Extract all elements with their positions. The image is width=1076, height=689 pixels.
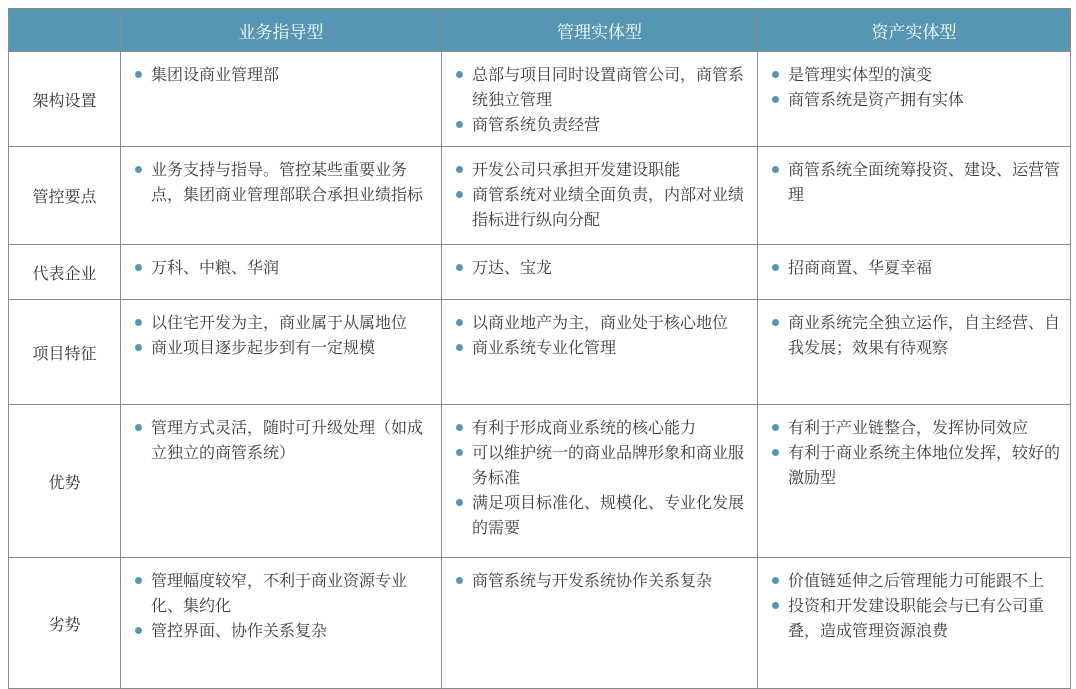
column-header-management-entity: 管理实体型 <box>442 9 758 52</box>
bullet-text: 万科、中粮、华润 <box>151 258 280 277</box>
bullet-text: 以住宅开发为主，商业属于从属地位 <box>151 313 408 332</box>
bullet-item <box>454 255 747 280</box>
bullet-list <box>454 255 747 280</box>
bullet-item <box>454 568 747 593</box>
bullet-item <box>133 157 431 207</box>
bullet-text: 商管系统是资产拥有实体 <box>788 90 965 109</box>
bullet-list <box>454 62 747 137</box>
bullet-text: 管理方式灵活，随时可升级处理（如成立独立的商管系统） <box>151 418 424 462</box>
bullet-list <box>770 255 1060 280</box>
table-cell <box>121 245 442 300</box>
bullet-text: 开发公司只承担开发建设职能 <box>472 160 681 179</box>
table-row <box>9 405 1071 558</box>
bullet-item <box>133 335 431 360</box>
bullet-text: 投资和开发建设职能会与已有公司重叠，造成管理资源浪费 <box>788 596 1045 640</box>
bullet-dot-icon <box>456 449 463 456</box>
bullet-list <box>770 568 1060 643</box>
bullet-dot-icon <box>456 577 463 584</box>
table-body <box>9 52 1071 689</box>
bullet-item <box>770 310 1060 360</box>
bullet-list <box>454 415 747 540</box>
bullet-dot-icon <box>135 627 142 634</box>
bullet-dot-icon <box>135 319 142 326</box>
row-header: 优势 <box>9 405 121 558</box>
bullet-dot-icon <box>456 344 463 351</box>
bullet-text: 总部与项目同时设置商管公司，商管系统独立管理 <box>472 65 745 109</box>
table-row <box>9 245 1071 300</box>
bullet-item <box>454 335 747 360</box>
bullet-text: 是管理实体型的演变 <box>788 65 933 84</box>
bullet-list <box>133 255 431 280</box>
bullet-dot-icon <box>456 71 463 78</box>
bullet-item <box>454 490 747 540</box>
table-cell <box>121 147 442 245</box>
bullet-text: 商业项目逐步起步到有一定规模 <box>151 338 376 357</box>
bullet-text: 商管系统与开发系统协作关系复杂 <box>472 571 713 590</box>
bullet-text: 以商业地产为主，商业处于核心地位 <box>472 313 729 332</box>
column-header-business-guidance: 业务指导型 <box>121 9 442 52</box>
bullet-item <box>454 62 747 112</box>
table-cell <box>442 52 758 147</box>
bullet-dot-icon <box>772 71 779 78</box>
bullet-item <box>454 440 747 490</box>
table-cell <box>121 405 442 558</box>
bullet-item <box>770 593 1060 643</box>
table-cell <box>121 558 442 689</box>
bullet-dot-icon <box>772 602 779 609</box>
bullet-dot-icon <box>772 577 779 584</box>
bullet-item <box>133 62 431 87</box>
row-header: 架构设置 <box>9 52 121 147</box>
bullet-item <box>454 415 747 440</box>
table-row <box>9 147 1071 245</box>
bullet-item <box>133 255 431 280</box>
bullet-list <box>133 310 431 360</box>
bullet-dot-icon <box>135 344 142 351</box>
bullet-text: 有利于产业链整合，发挥协同效应 <box>788 418 1029 437</box>
bullet-dot-icon <box>456 319 463 326</box>
bullet-item <box>454 182 747 232</box>
bullet-dot-icon <box>772 319 779 326</box>
bullet-text: 商业系统专业化管理 <box>472 338 617 357</box>
bullet-list <box>133 568 431 643</box>
table-cell <box>758 300 1071 405</box>
bullet-item <box>454 310 747 335</box>
bullet-text: 万达、宝龙 <box>472 258 553 277</box>
row-header: 管控要点 <box>9 147 121 245</box>
table-row <box>9 300 1071 405</box>
bullet-dot-icon <box>772 449 779 456</box>
bullet-list <box>770 415 1060 490</box>
table-cell <box>758 52 1071 147</box>
bullet-dot-icon <box>456 121 463 128</box>
bullet-dot-icon <box>135 166 142 173</box>
bullet-text: 可以维护统一的商业品牌形象和商业服务标准 <box>472 443 745 487</box>
bullet-list <box>454 310 747 360</box>
bullet-item <box>133 415 431 465</box>
bullet-dot-icon <box>135 577 142 584</box>
row-header: 项目特征 <box>9 300 121 405</box>
row-header: 代表企业 <box>9 245 121 300</box>
bullet-dot-icon <box>456 424 463 431</box>
bullet-dot-icon <box>135 264 142 271</box>
bullet-text: 商业系统完全独立运作，自主经营、自我发展；效果有待观察 <box>788 313 1061 357</box>
table-cell <box>442 300 758 405</box>
table-cell <box>442 558 758 689</box>
bullet-text: 管理幅度较窄，不利于商业资源专业化、集约化 <box>151 571 408 615</box>
table-cell <box>758 147 1071 245</box>
bullet-list <box>133 157 431 207</box>
bullet-list <box>454 568 747 593</box>
bullet-list <box>770 62 1060 112</box>
bullet-text: 集团设商业管理部 <box>151 65 280 84</box>
table-header <box>9 9 1071 52</box>
bullet-list <box>770 310 1060 360</box>
bullet-text: 满足项目标准化、规模化、专业化发展的需要 <box>472 493 745 537</box>
bullet-item <box>454 112 747 137</box>
bullet-item <box>770 62 1060 87</box>
table-cell <box>758 558 1071 689</box>
bullet-list <box>770 157 1060 207</box>
bullet-item <box>770 440 1060 490</box>
bullet-dot-icon <box>456 264 463 271</box>
bullet-dot-icon <box>772 166 779 173</box>
table-cell <box>121 300 442 405</box>
header-corner <box>9 9 121 52</box>
bullet-item <box>133 310 431 335</box>
row-header: 劣势 <box>9 558 121 689</box>
bullet-item <box>770 87 1060 112</box>
bullet-dot-icon <box>135 424 142 431</box>
bullet-item <box>770 415 1060 440</box>
column-header-asset-entity: 资产实体型 <box>758 9 1071 52</box>
bullet-item <box>133 568 431 618</box>
bullet-item <box>770 157 1060 207</box>
table-row <box>9 558 1071 689</box>
bullet-list <box>133 415 431 465</box>
bullet-text: 商管系统负责经营 <box>472 115 601 134</box>
bullet-dot-icon <box>772 424 779 431</box>
bullet-item <box>770 568 1060 593</box>
bullet-dot-icon <box>772 264 779 271</box>
comparison-table <box>8 8 1071 689</box>
bullet-item <box>770 255 1060 280</box>
bullet-list <box>454 157 747 232</box>
table-cell <box>121 52 442 147</box>
bullet-text: 业务支持与指导。管控某些重要业务点，集团商业管理部联合承担业绩指标 <box>151 160 424 204</box>
bullet-dot-icon <box>456 166 463 173</box>
bullet-text: 商管系统全面统筹投资、建设、运营管理 <box>788 160 1061 204</box>
bullet-text: 管控界面、协作关系复杂 <box>151 621 328 640</box>
bullet-text: 有利于形成商业系统的核心能力 <box>472 418 697 437</box>
bullet-dot-icon <box>135 71 142 78</box>
table-row <box>9 52 1071 147</box>
table-cell <box>758 245 1071 300</box>
table-cell <box>442 147 758 245</box>
bullet-text: 商管系统对业绩全面负责，内部对业绩指标进行纵向分配 <box>472 185 745 229</box>
bullet-list <box>133 62 431 87</box>
bullet-text: 价值链延伸之后管理能力可能跟不上 <box>788 571 1045 590</box>
bullet-item <box>133 618 431 643</box>
table-cell <box>442 405 758 558</box>
bullet-text: 有利于商业系统主体地位发挥，较好的激励型 <box>788 443 1061 487</box>
bullet-text: 招商商置、华夏幸福 <box>788 258 933 277</box>
table-cell <box>758 405 1071 558</box>
bullet-item <box>454 157 747 182</box>
bullet-dot-icon <box>772 96 779 103</box>
table-cell <box>442 245 758 300</box>
bullet-dot-icon <box>456 499 463 506</box>
bullet-dot-icon <box>456 191 463 198</box>
